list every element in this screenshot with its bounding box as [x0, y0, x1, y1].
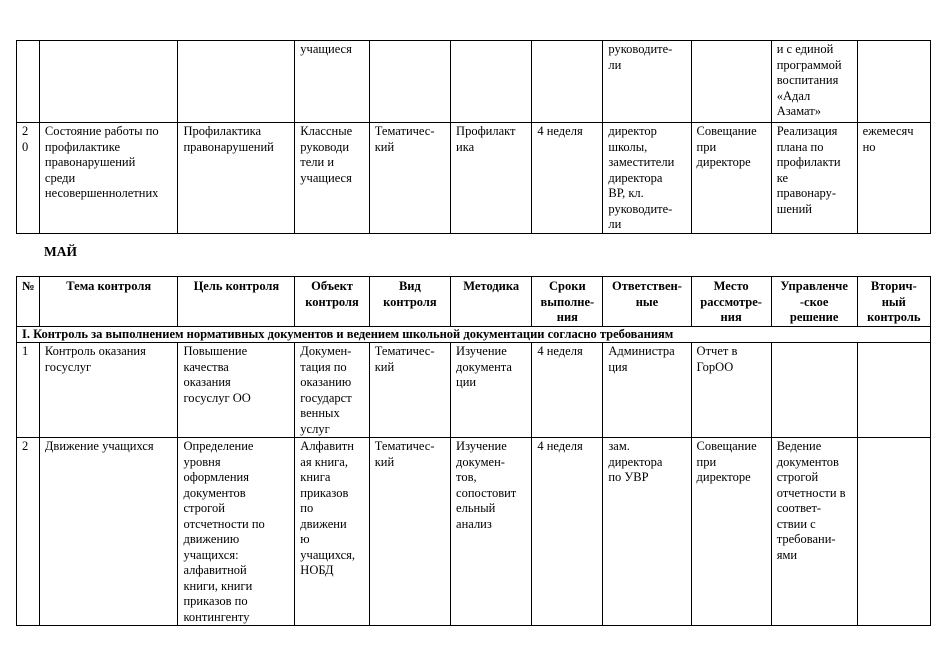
- column-header: Методика: [451, 277, 532, 327]
- column-header: №: [17, 277, 40, 327]
- cell: Отчет в ГорОО: [691, 343, 771, 438]
- column-header: Цель контроля: [178, 277, 295, 327]
- cell: 2: [17, 438, 40, 626]
- column-header: Сроки выполне- ния: [532, 277, 603, 327]
- cell: Тематичес- кий: [369, 123, 450, 234]
- cell: Алфавитн ая книга, книга приказов по движени ю учащихся, НОБД: [295, 438, 369, 626]
- cell: 1: [17, 343, 40, 438]
- cell: Совещание при директоре: [691, 438, 771, 626]
- section-row: [17, 326, 931, 343]
- cell: 20: [17, 123, 40, 234]
- continuation-row: [17, 41, 931, 123]
- table-row: [17, 438, 931, 626]
- cell: 4 неделя: [532, 343, 603, 438]
- cell: Ведение документов строгой отчетности в соответ- ствии с требовани- ями: [771, 438, 857, 626]
- column-header: Вторич- ный контроль: [857, 277, 930, 327]
- header-row: [17, 277, 931, 327]
- cell: Определение уровня оформления документов строгой отсчетности по движению учащихся: алфавитной книги, книги приказов по контингенту: [178, 438, 295, 626]
- section-title: I. Контроль за выполнением нормативных документов и ведением школьной документации согласно требованиям: [17, 326, 931, 343]
- column-header: Объект контроля: [295, 277, 369, 327]
- cell: 4 неделя: [532, 438, 603, 626]
- cell: [532, 41, 603, 123]
- cell: [39, 41, 178, 123]
- cell: Контроль оказания госуслуг: [39, 343, 178, 438]
- cell: директор школы, заместители директора ВР, кл. руководите- ли: [603, 123, 691, 234]
- cell: Состояние работы по профилактике правонарушений среди несовершеннолетних: [39, 123, 178, 234]
- cell: [857, 343, 930, 438]
- cell: Тематичес- кий: [369, 438, 450, 626]
- cell: [771, 343, 857, 438]
- may-control-table: [16, 276, 931, 626]
- column-header: Ответствен- ные: [603, 277, 691, 327]
- cell: [17, 41, 40, 123]
- cell: зам. директора по УВР: [603, 438, 691, 626]
- cell: учащиеся: [295, 41, 369, 123]
- month-heading: МАЙ: [44, 244, 77, 259]
- cell: 4 неделя: [532, 123, 603, 234]
- table-row: [17, 343, 931, 438]
- cell: [691, 41, 771, 123]
- cell: [451, 41, 532, 123]
- cell: Профилакт ика: [451, 123, 532, 234]
- cell: [178, 41, 295, 123]
- cell: [369, 41, 450, 123]
- previous-month-table: [16, 40, 931, 234]
- cell: Совещание при директоре: [691, 123, 771, 234]
- cell: Докумен- тация по оказанию государст венных услуг: [295, 343, 369, 438]
- cell: [857, 438, 930, 626]
- column-header: Вид контроля: [369, 277, 450, 327]
- cell: руководите- ли: [603, 41, 691, 123]
- cell: Движение учащихся: [39, 438, 178, 626]
- column-header: Тема контроля: [39, 277, 178, 327]
- cell: ежемесяч но: [857, 123, 930, 234]
- column-header: Место рассмотре- ния: [691, 277, 771, 327]
- cell: Администра ция: [603, 343, 691, 438]
- cell: Тематичес- кий: [369, 343, 450, 438]
- cell: Реализация плана по профилакти ке правонару- шений: [771, 123, 857, 234]
- cell: и с единой программой воспитания «Адал Азамат»: [771, 41, 857, 123]
- cell: Изучение документа ции: [451, 343, 532, 438]
- column-header: Управленче -ское решение: [771, 277, 857, 327]
- cell: Профилактика правонарушений: [178, 123, 295, 234]
- cell: Изучение докумен- тов, сопостовит ельный анализ: [451, 438, 532, 626]
- table-row: [17, 123, 931, 234]
- cell: [857, 41, 930, 123]
- cell: Классные руководи тели и учащиеся: [295, 123, 369, 234]
- cell: Повышение качества оказания госуслуг ОО: [178, 343, 295, 438]
